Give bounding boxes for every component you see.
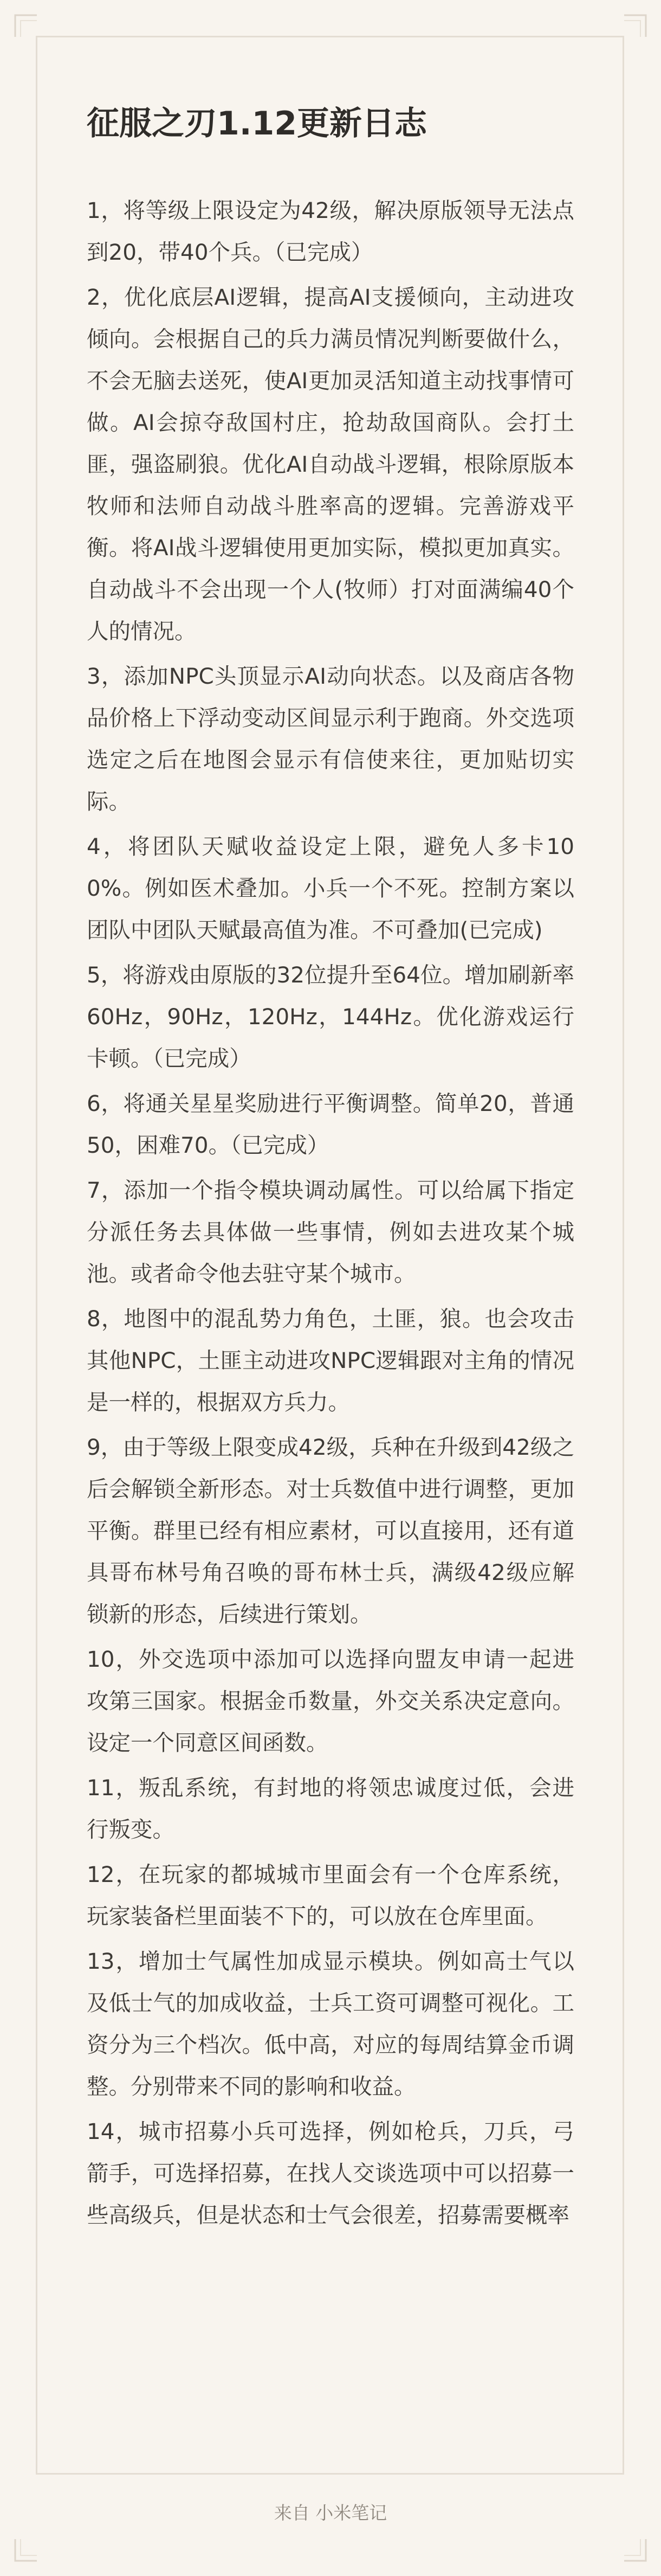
changelog-item-3: 3，添加NPC头顶显示AI动向状态。以及商店各物品价格上下浮动变动区间显示利于跑商。外交选项选定之后在地图会显示有信使来往，更加贴切实际。 [87, 663, 574, 814]
changelog-item-12: 12，在玩家的都城城市里面会有一个仓库系统，玩家装备栏里面装不下的，可以放在仓库里面。 [87, 1861, 574, 1929]
source-footer: 来自 小米笔记 [274, 2502, 387, 2523]
note-content [87, 102, 574, 2239]
changelog-item-9: 9，由于等级上限变成42级，兵种在升级到42级之后会解锁全新形态。对士兵数值中进行调整，更加平衡。群里已经有相应素材，可以直接用，还有道具哥布林号角召唤的哥布林士兵，满级42级应解锁新的形态，后续进行策划。 [87, 1434, 574, 1627]
changelog-item-8: 8，地图中的混乱势力角色，土匪，狼。也会攻击其他NPC，土匪主动进攻NPC逻辑跟对主角的情况是一样的，根据双方兵力。 [87, 1306, 574, 1415]
changelog-item-11: 11，叛乱系统，有封地的将领忠诚度过低，会进行叛变。 [87, 1775, 574, 1842]
changelog-item-6: 6，将通关星星奖励进行平衡调整。简单20，普通50，困难70。（已完成） [87, 1090, 574, 1158]
corner-ornament-bottom-right-icon [623, 2538, 647, 2562]
corner-ornament-top-right-icon [623, 14, 647, 38]
note-title: 征服之刃1.12更新日志 [87, 105, 427, 143]
changelog-item-5: 5，将游戏由原版的32位提升至64位。增加刷新率60Hz，90Hz，120Hz，144Hz。优化游戏运行卡顿。（已完成） [87, 962, 574, 1071]
changelog-item-2: 2，优化底层AI逻辑，提高AI支援倾向，主动进攻倾向。会根据自己的兵力满员情况判断要做什么，不会无脑去送死，使AI更加灵活知道主动找事情可做。AI会掠夺敌国村庄，抢劫敌国商队。会打土匪，强盗刷狼。优化AI自动战斗逻辑，根除原版本牧师和法师自动战斗胜率高的逻辑。完善游戏平衡。将AI战斗逻辑使用更加实际，模拟更加真实。自动战斗不会出现一个人(牧师）打对面满编40个人的情况。 [87, 284, 574, 644]
changelog-item-14: 14，城市招募小兵可选择，例如枪兵，刀兵，弓箭手，可选择招募，在找人交谈选项中可以招募一些高级兵，但是状态和士气会很差，招募需要概率 [87, 2118, 574, 2228]
corner-ornament-top-left-icon [14, 14, 38, 38]
changelog-item-10: 10，外交选项中添加可以选择向盟友申请一起进攻第三国家。根据金币数量，外交关系决定意向。设定一个同意区间函数。 [87, 1646, 574, 1756]
changelog-item-4: 4，将团队天赋收益设定上限，避免人多卡100%。例如医术叠加。小兵一个不死。控制方案以团队中团队天赋最高值为准。不可叠加(已完成) [87, 833, 574, 943]
changelog-item-13: 13，增加士气属性加成显示模块。例如高士气以及低士气的加成收益，士兵工资可调整可视化。工资分为三个档次。低中高，对应的每周结算金币调整。分别带来不同的影响和收益。 [87, 1948, 574, 2099]
changelog-item-1: 1，将等级上限设定为42级，解决原版领导无法点到20，带40个兵。（已完成） [87, 197, 574, 265]
corner-ornament-bottom-left-icon [14, 2538, 38, 2562]
changelog-item-7: 7，添加一个指令模块调动属性。可以给属下指定分派任务去具体做一些事情，例如去进攻某个城池。或者命令他去驻守某个城市。 [87, 1177, 574, 1287]
